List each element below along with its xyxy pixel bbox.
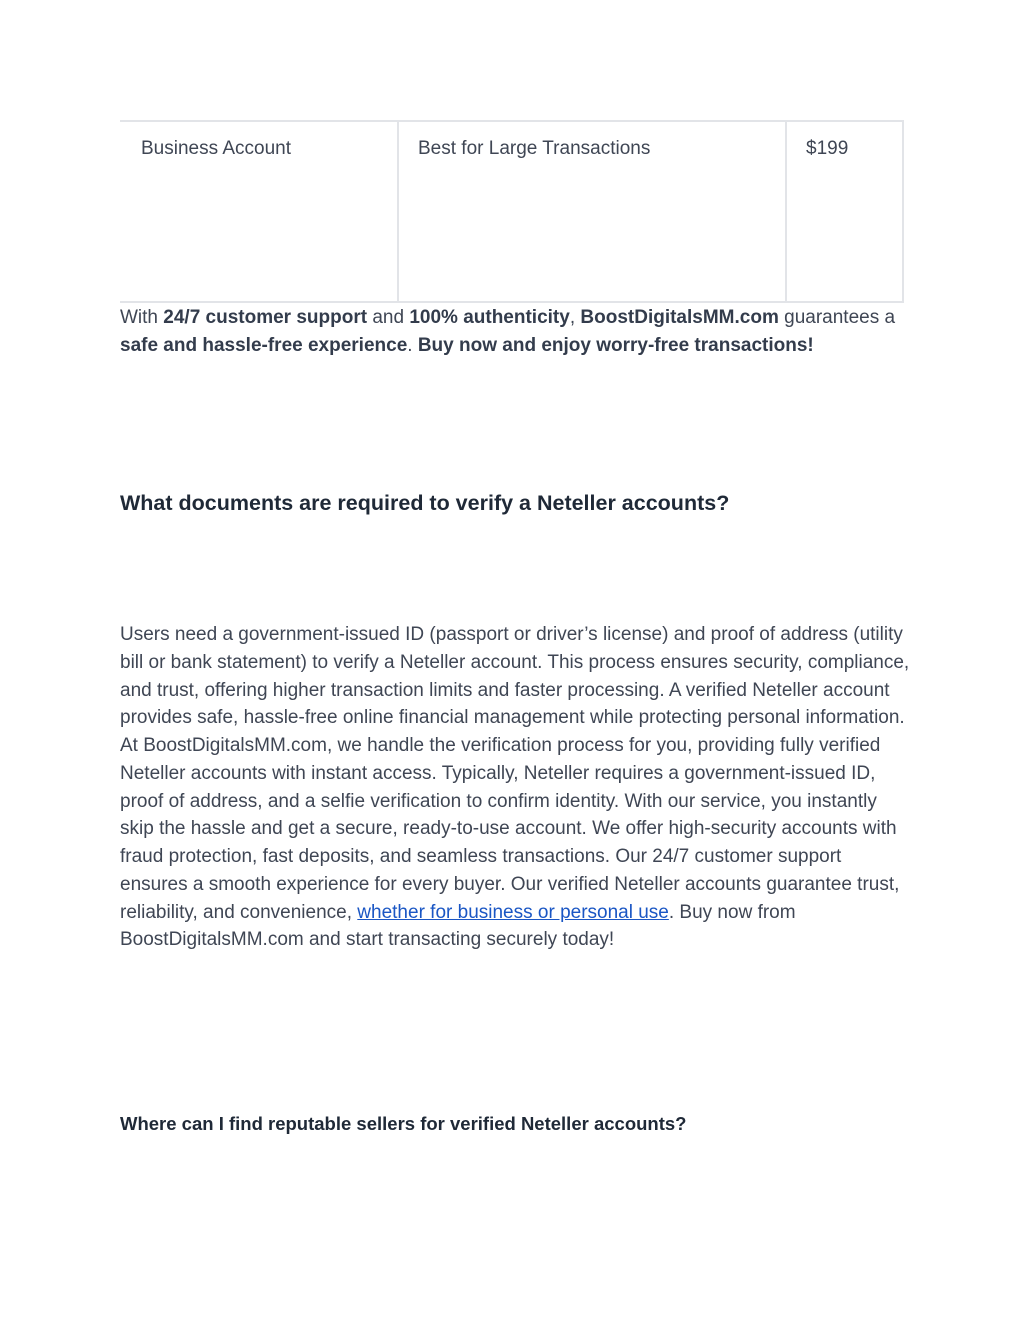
pricing-table xyxy=(120,120,904,303)
summary-bold: 100% authenticity xyxy=(409,307,570,328)
summary-paragraph xyxy=(120,304,910,360)
sellers-heading: Where can I find reputable sellers for verified Neteller accounts? xyxy=(120,1113,687,1134)
summary-text: , xyxy=(569,307,581,328)
account-description-cell: Best for Large Transactions xyxy=(398,121,786,302)
table-row xyxy=(121,121,903,302)
summary-bold: BoostDigitalsMM.com xyxy=(580,307,779,328)
summary-bold: Buy now and enjoy worry-free transactions! xyxy=(417,335,814,356)
documents-paragraph xyxy=(120,621,910,954)
account-price-cell: $199 xyxy=(786,121,903,302)
paragraph-text: . Buy now from BoostDigitalsMM.com and start transacting securely today! xyxy=(120,901,796,951)
business-personal-link[interactable]: whether for business or personal use xyxy=(357,901,669,923)
summary-text: guarantees a xyxy=(778,307,896,328)
summary-text: With xyxy=(120,307,164,328)
paragraph-text: Users need a government-issued ID (passport or driver’s license) and proof of address (utility bill or bank statement) to verify a Neteller account. This process ensures security, compliance, and trust, offering higher transaction limits and faster processing. A verified Neteller account provides safe, hassle-free online financial management while protecting personal information. At BoostDigitalsMM.com, we handle the verification process for you, providing fully verified Neteller accounts with instant access. Typically, Neteller requires a government-issued ID, proof of address, and a selfie verification to confirm identity. With our service, you instantly skip the hassle and get a secure, ready-to-use account. We offer high-security accounts with fraud protection, fast deposits, and seamless transactions. Our 24/7 customer support ensures a smooth experience for every buyer. Our verified Neteller accounts guarantee trust, reliability, and convenience, xyxy=(120,624,910,923)
summary-bold: 24/7 customer support xyxy=(163,307,368,328)
documents-heading: What documents are required to verify a Neteller accounts? xyxy=(120,491,730,515)
account-name-cell: Business Account xyxy=(121,121,398,302)
summary-text: . xyxy=(407,335,418,356)
summary-text: and xyxy=(367,307,410,328)
summary-bold: safe and hassle-free experience xyxy=(120,335,408,356)
